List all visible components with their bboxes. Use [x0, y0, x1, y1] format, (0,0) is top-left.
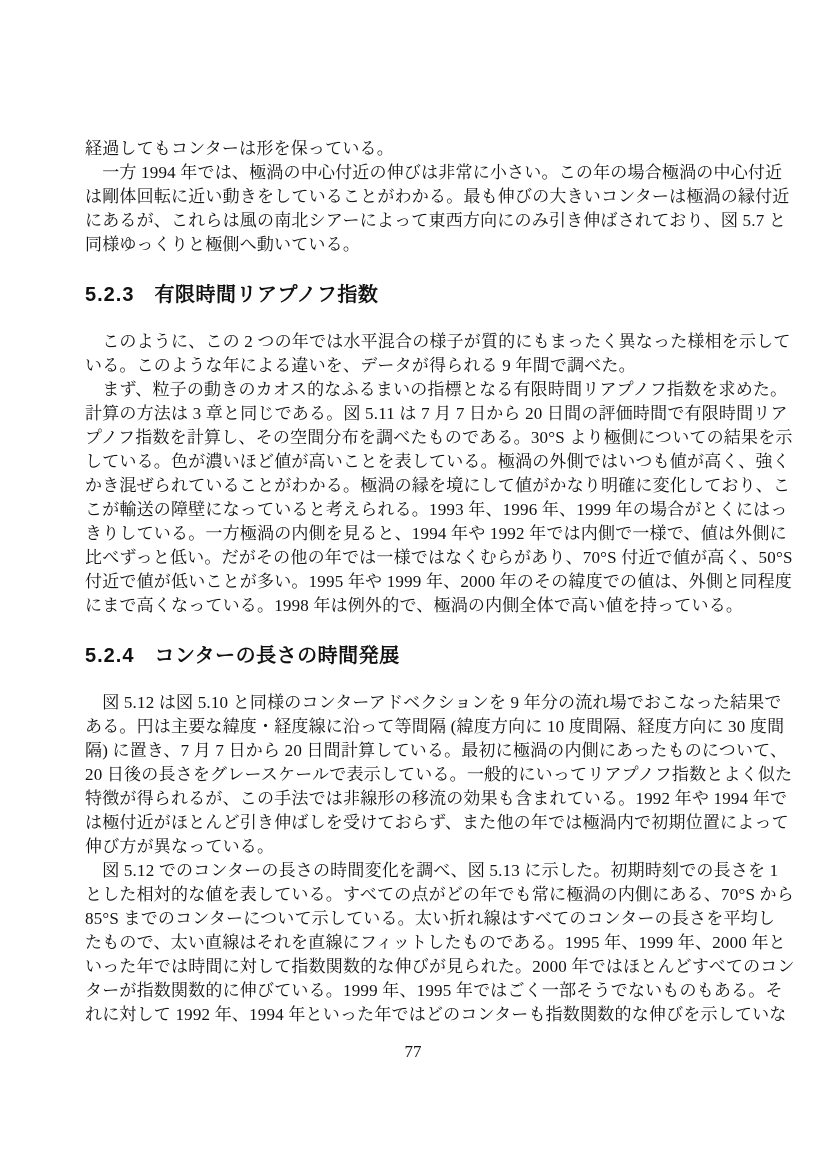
body-text-line: は極付近がほとんど引き伸ばしを受けておらず、また他の年では極渦内で初期位置によって [85, 813, 789, 832]
section-heading-523 [85, 283, 747, 307]
body-text-line: こが輸送の障壁になっていると考えられる。1993 年、1996 年、1999 年の場合がとくにはっ [85, 500, 788, 519]
body-text-line: 同様ゆっくりと極側へ動いている。 [85, 235, 361, 254]
body-text-line: ターが指数関数的に伸びている。1999 年、1995 年ではごく一部そうでないものもある。そ [85, 981, 783, 1000]
body-text-line: いった年では時間に対して指数関数的な伸びが見られた。2000 年ではほとんどすべてのコン [85, 957, 795, 976]
body-text-line: いる。このような年による違いを、データが得られる 9 年間で調べた。 [85, 356, 636, 375]
body-text-line: 付近で値が低いことが多い。1995 年や 1999 年、2000 年のその緯度での値は、外側と同程度 [85, 572, 792, 591]
body-text-line: とした相対的な値を表している。すべての点がどの年でも常に極渦の内側にある、70°S から [85, 885, 794, 904]
text-block [85, 137, 795, 1027]
body-text-line: プノフ指数を計算し、その空間分布を調べたものである。30°S より極側についての結果を示 [85, 428, 793, 447]
body-text-line: かき混ぜられていることがわかる。極渦の縁を境にして値がかなり明確に変化しており、こ [85, 476, 791, 495]
body-text-line: 85°S までのコンターについて示している。太い折れ線はすべてのコンターの長さを平均し [85, 909, 776, 928]
body-text-line: にまで高くなっている。1998 年は例外的で、極渦の内側全体で高い値を持っている。 [85, 596, 744, 615]
body-text-line: 20 日後の長さをグレースケールで表示している。一般的にいってリアプノフ指数とよく似た [85, 765, 793, 784]
section-heading-524 [85, 644, 747, 668]
body-text-line: 計算の方法は 3 章と同じである。図 5.11 は 7 月 7 日から 20 日間の評価時間で有限時間リア [85, 404, 788, 423]
body-text-line: このように、この 2 つの年では水平混合の様子が質的にもまったく異なった様相を示して [85, 332, 791, 351]
section-number: 5.2.3 [85, 284, 135, 306]
section-title: 有限時間リアプノフ指数 [154, 284, 379, 306]
body-text-line: 比べずっと低い。だがその他の年では一様ではなくむらがあり、70°S 付近で値が高く、50°S [85, 548, 793, 567]
body-text-line: 図 5.12 でのコンターの長さの時間変化を調べ、図 5.13 に示した。初期時刻での長さを 1 [85, 861, 779, 880]
body-text-line: 伸び方が異なっている。 [85, 837, 275, 856]
body-text-line: している。色が濃いほど値が高いことを表している。極渦の外側ではいつも値が高く、強く [85, 452, 790, 471]
body-text-line: まず、粒子の動きのカオス的なふるまいの指標となる有限時間リアプノフ指数を求めた。 [85, 380, 788, 399]
body-text-line: 一方 1994 年では、極渦の中心付近の伸びは非常に小さい。この年の場合極渦の中心付近 [85, 163, 783, 182]
body-text-line: 図 5.12 は図 5.10 と同様のコンターアドベクションを 9 年分の流れ場でおこなった結果で [85, 693, 782, 712]
section-number: 5.2.4 [85, 645, 135, 667]
body-text-line: は剛体回転に近い動きをしていることがわかる。最も伸びの大きいコンターは極渦の縁付近 [85, 187, 790, 206]
body-text-line: ある。円は主要な緯度・経度線に沿って等間隔 (緯度方向に 10 度間隔、経度方向に 30 度間 [85, 717, 785, 736]
body-text-line: たもので、太い直線はそれを直線にフィットしたものである。1995 年、1999 年、2000 年と [85, 933, 786, 952]
body-text-line: れに対して 1992 年、1994 年といった年ではどのコンターも指数関数的な伸びを示していな [85, 1005, 787, 1024]
section-title: コンターの長さの時間発展 [154, 645, 400, 667]
body-text-line: にあるが、これらは風の南北シアーによって東西方向にのみ引き伸ばされており、図 5.7 と [85, 211, 787, 230]
page-number: 77 [404, 1042, 422, 1061]
body-text-line: きりしている。一方極渦の内側を見ると、1994 年や 1992 年では内側で一様で、値は外側に [85, 524, 787, 543]
body-text-line: 特徴が得られるが、この手法では非線形の移流の効果も含まれている。1992 年や 1994 年で [85, 789, 788, 808]
body-text-line: 隔) に置き、7 月 7 日から 20 日間計算している。最初に極渦の内側にあったものについて、 [85, 741, 788, 760]
body-text-line: 経過してもコンターは形を保っている。 [85, 139, 394, 158]
